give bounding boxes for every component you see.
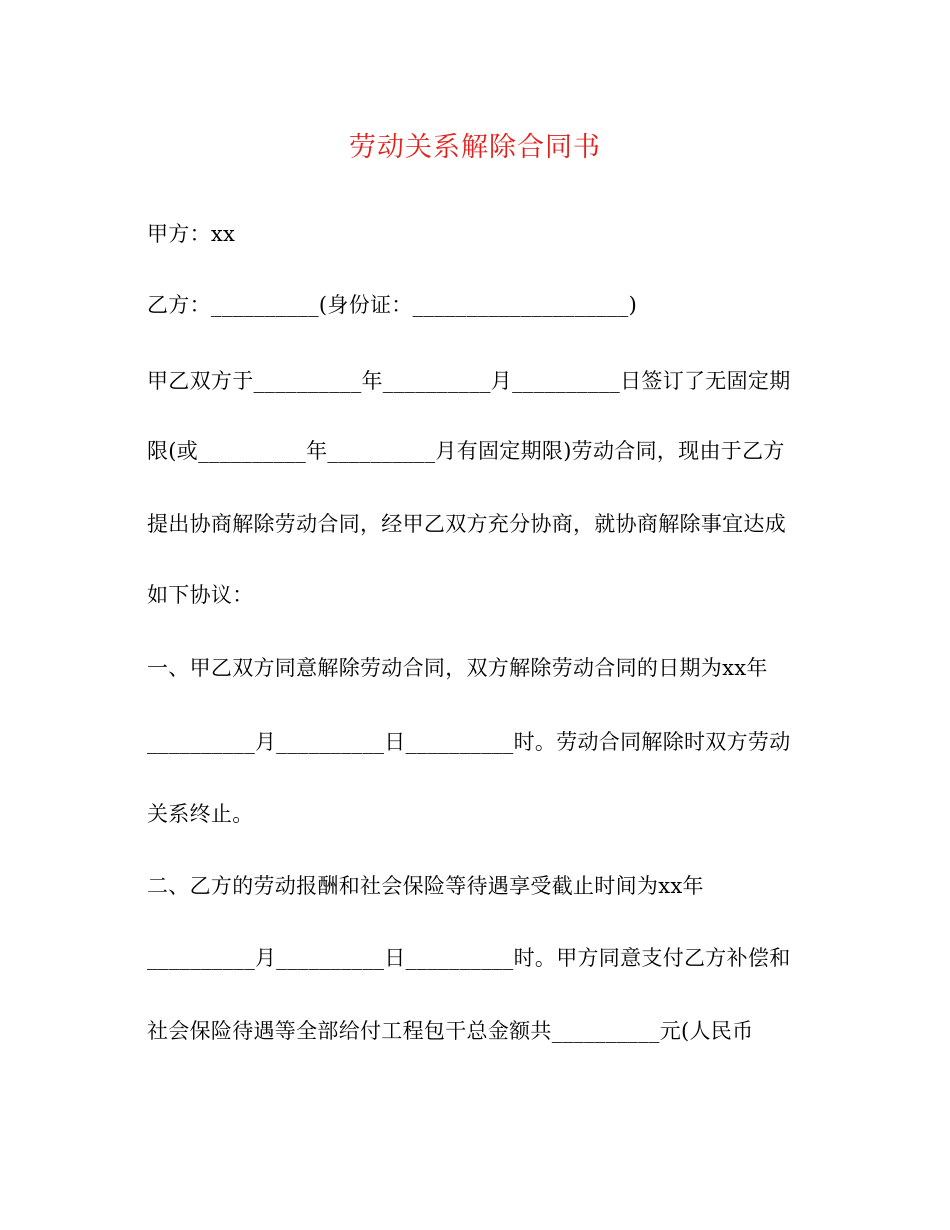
clause-one-line: 关系终止。 xyxy=(147,802,254,826)
paragraph-line: 如下协议： xyxy=(147,583,254,607)
clause-two-line: 社会保险待遇等全部给付工程包干总金额共__________元(人民币 xyxy=(147,1019,754,1043)
document-title: 劳动关系解除合同书 xyxy=(349,132,601,163)
clause-two-line: 二、乙方的劳动报酬和社会保险等待遇享受截止时间为xx年 xyxy=(147,874,704,898)
clause-one-line: __________月__________日__________时。劳动合同解除时双方劳动 xyxy=(147,730,791,754)
party-b-line: 乙方：__________(身份证：____________________) xyxy=(147,293,638,317)
clause-two-line: __________月__________日__________时。甲方同意支付乙方补偿和 xyxy=(147,946,791,970)
party-a-line: 甲方：xx xyxy=(147,222,236,246)
clause-one-line: 一、甲乙双方同意解除劳动合同，双方解除劳动合同的日期为xx年 xyxy=(147,656,768,680)
paragraph-line: 限(或__________年__________月有固定期限)劳动合同，现由于乙方 xyxy=(147,439,785,463)
paragraph-line: 提出协商解除劳动合同，经甲乙双方充分协商，就协商解除事宜达成 xyxy=(147,512,786,536)
paragraph-line: 甲乙双方于__________年__________月__________日签订了无固定期 xyxy=(147,369,791,393)
